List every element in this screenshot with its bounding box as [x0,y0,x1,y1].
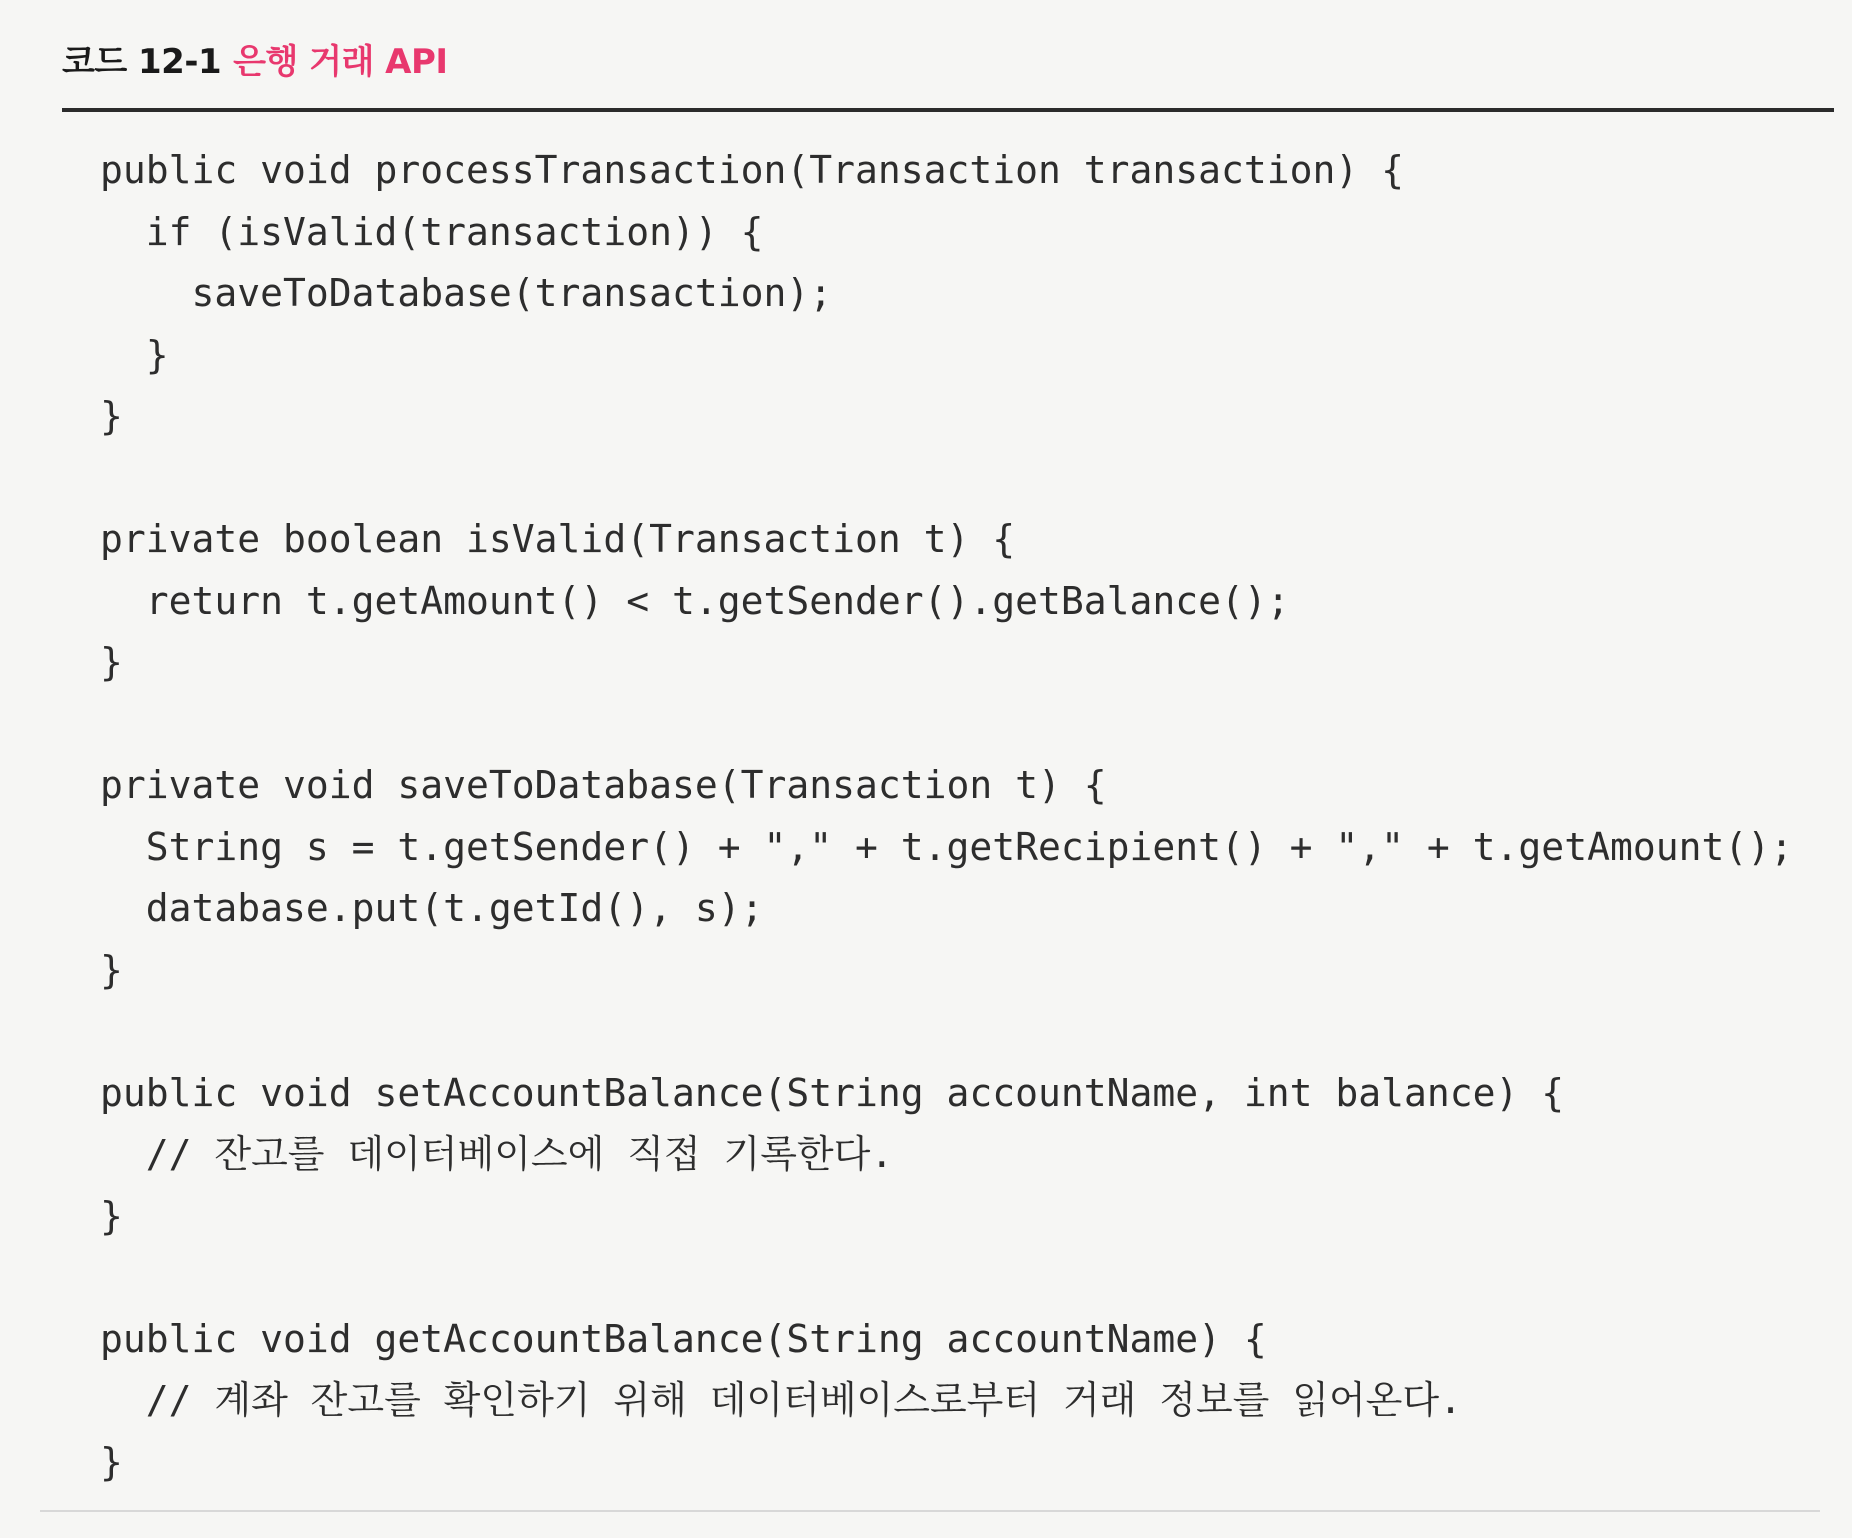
code-line: // 계좌 잔고를 확인하기 위해 데이터베이스로부터 거래 정보를 읽어온다. [100,1378,1462,1422]
bottom-rule-divider [40,1510,1820,1512]
code-line: if (isValid(transaction)) { [100,209,764,254]
code-listing [100,140,1820,1493]
code-line [100,1247,1820,1309]
code-line: private void saveToDatabase(Transaction t) { [100,763,1107,807]
code-line: database.put(t.getId(), s); [100,886,764,930]
code-line: } [100,1193,123,1238]
code-line: // 잔고를 데이터베이스에 직접 기록한다. [100,1132,894,1176]
code-line [100,1001,1820,1063]
caption-title: 은행 거래 API [233,41,448,82]
code-line: } [100,640,123,684]
code-line: public void setAccountBalance(String accountName, int balance) { [100,1070,1565,1115]
code-caption [62,30,448,86]
top-rule-divider [62,108,1834,112]
code-line: public void getAccountBalance(String accountName) { [100,1316,1267,1361]
code-line [100,694,1820,756]
code-line [100,448,1820,510]
code-line: } [100,332,169,377]
code-line: private boolean isValid(Transaction t) { [100,517,1016,561]
code-line: } [100,947,123,992]
code-line: public void processTransaction(Transaction transaction) { [100,148,1405,192]
code-line: } [100,394,123,438]
caption-number: 코드 12-1 [62,41,222,82]
code-line: return t.getAmount() < t.getSender().getBalance(); [100,578,1290,623]
code-line: } [100,1439,123,1484]
code-line: saveToDatabase(transaction); [100,271,833,315]
code-line: String s = t.getSender() + "," + t.getRecipient() + "," + t.getAmount(); [100,824,1793,869]
